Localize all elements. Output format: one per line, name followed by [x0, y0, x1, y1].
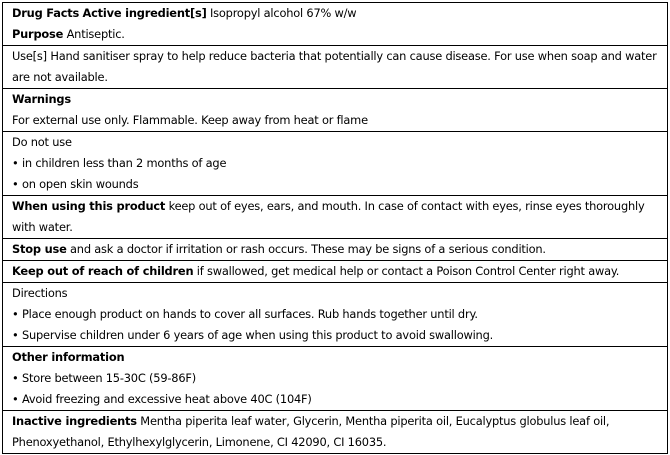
stop-use-value: and ask a doctor if irritation or rash occurs. These may be signs of a serious condition. — [66, 242, 546, 256]
section-stop-use — [3, 238, 667, 260]
purpose-line — [12, 24, 658, 45]
section-directions — [3, 282, 667, 346]
section-keep-out-of-reach — [3, 260, 667, 282]
section-when-using — [3, 195, 667, 238]
keep-out-text — [12, 261, 658, 282]
section-do-not-use — [3, 131, 667, 195]
uses-text — [12, 46, 658, 88]
other-info-item: • Avoid freezing and excessive heat above 40C (104F) — [12, 389, 658, 410]
directions-item: • Supervise children under 6 years of age when using this product to avoid swallowing. — [12, 325, 658, 346]
do-not-use-item: • on open skin wounds — [12, 174, 658, 195]
section-warnings — [3, 88, 667, 131]
uses-label: Use[s] — [12, 49, 47, 63]
active-ingredient-label: Active ingredient[s] — [82, 6, 207, 20]
keep-out-value: if swallowed, get medical help or contact a Poison Control Center right away. — [193, 264, 620, 278]
section-inactive-ingredients — [3, 410, 667, 453]
purpose-label: Purpose — [12, 27, 64, 41]
keep-out-label: Keep out of reach of children — [12, 264, 194, 278]
stop-use-text — [12, 239, 658, 260]
drug-facts-panel — [2, 2, 668, 454]
section-uses — [3, 45, 667, 88]
directions-item: • Place enough product on hands to cover all surfaces. Rub hands together until dry. — [12, 304, 658, 325]
active-ingredient-value: Isopropyl alcohol 67% w/w — [206, 6, 357, 20]
active-ingredient-line — [12, 3, 658, 24]
uses-value: Hand sanitiser spray to help reduce bacteria that potentially can cause disease. For use when soap and water are not available. — [12, 49, 657, 84]
inactive-value: Mentha piperita leaf water, Glycerin, Mentha piperita oil, Eucalyptus globulus leaf oil, Phenoxyethanol, Ethylhexylglycerin, Limonene, CI 42090, CI 16035. — [12, 414, 610, 449]
stop-use-label: Stop use — [12, 242, 67, 256]
when-using-label: When using this product — [12, 199, 166, 213]
purpose-value: Antiseptic. — [63, 27, 125, 41]
other-info-item: • Store between 15-30C (59-86F) — [12, 368, 658, 389]
section-active-purpose — [3, 3, 667, 45]
directions-heading: Directions — [12, 286, 68, 300]
when-using-text — [12, 196, 658, 238]
when-using-value: keep out of eyes, ears, and mouth. In case of contact with eyes, rinse eyes thoroughly with water. — [12, 199, 645, 234]
inactive-label: Inactive ingredients — [12, 414, 137, 428]
drug-facts-heading: Drug Facts — [12, 6, 80, 20]
inactive-text — [12, 411, 658, 453]
do-not-use-item: • in children less than 2 months of age — [12, 153, 658, 174]
warnings-heading: Warnings — [12, 92, 71, 106]
section-other-information — [3, 346, 667, 410]
other-info-heading: Other information — [12, 350, 125, 364]
warnings-text: For external use only. Flammable. Keep away from heat or flame — [12, 113, 368, 127]
do-not-use-heading: Do not use — [12, 135, 72, 149]
